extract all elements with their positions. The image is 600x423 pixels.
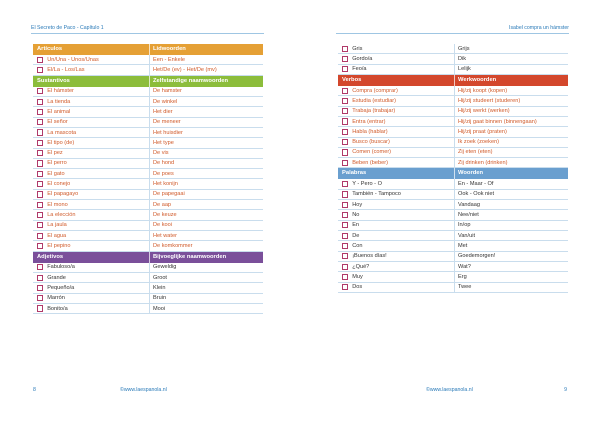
checkbox[interactable] <box>37 88 43 94</box>
spanish-cell <box>338 65 454 74</box>
spanish-cell <box>33 221 149 230</box>
spanish-cell <box>338 44 454 53</box>
section-header <box>33 44 263 55</box>
vocab-row <box>33 169 263 179</box>
dutch-translation: Hij/zij koopt (kopen) <box>454 86 568 95</box>
checkbox[interactable] <box>37 191 43 197</box>
spanish-word: Trabaja (trabajar) <box>352 108 396 115</box>
spanish-word: Con <box>352 242 363 249</box>
spanish-cell <box>338 117 454 126</box>
spanish-word: Bonito/a <box>47 305 68 312</box>
vocab-row <box>33 190 263 200</box>
spanish-word: Comen (comer) <box>352 149 392 156</box>
dutch-translation: Geweldig <box>149 263 263 272</box>
dutch-translation: Het dier <box>149 107 263 116</box>
vocab-row <box>33 304 263 314</box>
spanish-cell <box>338 190 454 199</box>
spanish-cell <box>33 210 149 219</box>
dutch-translation: Het type <box>149 138 263 147</box>
checkbox[interactable] <box>37 275 43 281</box>
checkbox[interactable] <box>342 139 348 145</box>
vocab-row <box>338 127 568 137</box>
spanish-cell <box>33 294 149 303</box>
vocab-row <box>33 200 263 210</box>
spanish-cell <box>338 158 454 167</box>
dutch-translation: Lelijk <box>454 65 568 74</box>
vocab-row <box>338 44 568 54</box>
dutch-translation: Goedemorgen! <box>454 252 568 261</box>
dutch-translation: Dik <box>454 54 568 63</box>
dutch-translation: Mooi <box>149 304 263 313</box>
section-header <box>338 75 568 86</box>
spanish-cell <box>338 127 454 136</box>
vocab-row <box>33 128 263 138</box>
checkbox[interactable] <box>37 212 43 218</box>
dutch-translation: Wat? <box>454 262 568 271</box>
checkbox[interactable] <box>37 109 43 115</box>
checkbox[interactable] <box>342 46 348 52</box>
running-head: El Secreto de Paco - Capítulo 1 <box>31 25 104 31</box>
spanish-cell <box>33 241 149 250</box>
spanish-cell <box>33 55 149 64</box>
checkbox[interactable] <box>342 253 348 259</box>
dutch-translation: De winkel <box>149 97 263 106</box>
spanish-cell <box>338 200 454 209</box>
spanish-word: Pequeño/a <box>47 284 75 291</box>
spanish-word: El/La - Los/Las <box>47 66 85 73</box>
checkbox[interactable] <box>37 150 43 156</box>
dutch-translation: Hij/zij praat (praten) <box>454 127 568 136</box>
spanish-word: El perro <box>47 160 67 167</box>
checkbox[interactable] <box>342 274 348 280</box>
vocab-row <box>33 118 263 128</box>
dutch-translation: Met <box>454 241 568 250</box>
spanish-cell <box>33 128 149 137</box>
section-header-spanish: Artículos <box>37 46 63 52</box>
spanish-word: Gordo/a <box>352 55 373 62</box>
spanish-word: Muy <box>352 273 363 280</box>
website-footer: © www.laespanola.nl <box>426 387 473 393</box>
website-footer: © www.laespanola.nl <box>120 387 167 393</box>
checkbox[interactable] <box>342 88 348 94</box>
spanish-cell <box>338 107 454 116</box>
vocab-row <box>338 210 568 220</box>
section-header-dutch: Bijvoeglijke naamwoorden <box>149 252 263 263</box>
page-number: 9 <box>564 387 567 393</box>
spanish-word: Busco (buscar) <box>352 139 390 146</box>
spanish-cell <box>338 96 454 105</box>
checkbox[interactable] <box>342 66 348 72</box>
dutch-translation: Klein <box>149 283 263 292</box>
spanish-word: Habla (hablar) <box>352 128 388 135</box>
page-number: 8 <box>33 387 36 393</box>
spanish-cell <box>338 252 454 261</box>
vocab-row <box>33 221 263 231</box>
checkbox[interactable] <box>342 202 348 208</box>
spanish-word: El pepino <box>47 242 71 249</box>
dutch-translation: Hij/zij studeert (studeren) <box>454 96 568 105</box>
vocab-row <box>338 54 568 64</box>
spanish-cell <box>33 304 149 313</box>
vocab-row <box>33 55 263 65</box>
spanish-word: No <box>352 212 360 219</box>
vocab-row <box>33 159 263 169</box>
dutch-translation: De keuze <box>149 210 263 219</box>
vocab-row <box>33 65 263 75</box>
vocab-row <box>33 179 263 189</box>
spanish-word: También - Tampoco <box>352 191 401 198</box>
spanish-word: El señor <box>47 119 68 126</box>
checkbox[interactable] <box>342 118 348 124</box>
spanish-cell <box>338 262 454 271</box>
vocab-table <box>33 44 263 314</box>
checkbox[interactable] <box>342 98 348 104</box>
spanish-word: Grande <box>47 274 66 281</box>
spanish-word: El papagayo <box>47 191 79 198</box>
dutch-translation: Ik zoek (zoeken) <box>454 138 568 147</box>
section-header-dutch: Zelfstandige naamwoorden <box>149 76 263 87</box>
spanish-word: El tipo (de) <box>47 139 75 146</box>
vocab-row <box>33 273 263 283</box>
vocab-row <box>33 138 263 148</box>
vocab-row <box>338 221 568 231</box>
dutch-translation: De vis <box>149 149 263 158</box>
checkbox[interactable] <box>37 129 43 135</box>
checkbox[interactable] <box>342 233 348 239</box>
spanish-word: La jaula <box>47 222 67 229</box>
section-header-spanish: Sustantivos <box>37 77 70 84</box>
spanish-cell <box>338 241 454 250</box>
checkbox[interactable] <box>37 243 43 249</box>
vocab-row <box>338 200 568 210</box>
spanish-word: Gris <box>352 45 363 52</box>
vocab-row <box>33 231 263 241</box>
spanish-word: El hámster <box>47 88 74 95</box>
dutch-translation: Een - Enkele <box>149 55 263 64</box>
checkbox[interactable] <box>37 171 43 177</box>
vocab-row <box>33 241 263 251</box>
spanish-cell <box>33 273 149 282</box>
spanish-word: Feo/a <box>352 66 367 73</box>
dutch-translation: Bruin <box>149 294 263 303</box>
vocab-row <box>33 210 263 220</box>
vocab-table <box>338 44 568 293</box>
checkbox[interactable] <box>37 295 43 301</box>
header-rule <box>31 33 264 34</box>
spanish-word: Un/Una - Unos/Unas <box>47 56 99 63</box>
dutch-translation: Het huisdier <box>149 128 263 137</box>
checkbox[interactable] <box>37 119 43 125</box>
spanish-cell <box>33 107 149 116</box>
spanish-cell <box>33 179 149 188</box>
vocab-row <box>338 283 568 293</box>
section-header-dutch: Woorden <box>454 168 568 179</box>
spanish-word: Y - Pero - O <box>352 181 382 188</box>
checkbox[interactable] <box>342 108 348 114</box>
dutch-translation: De komkommer <box>149 241 263 250</box>
section-header <box>33 76 263 87</box>
spanish-word: En <box>352 222 360 229</box>
spanish-cell <box>338 148 454 157</box>
vocab-row <box>33 294 263 304</box>
spanish-word: La mascota <box>47 129 77 136</box>
vocab-row <box>338 241 568 251</box>
vocab-row <box>33 149 263 159</box>
dutch-translation: Het water <box>149 231 263 240</box>
spanish-word: Beben (beber) <box>352 159 388 166</box>
spanish-cell <box>33 190 149 199</box>
vocab-row <box>338 65 568 75</box>
vocab-row <box>338 272 568 282</box>
dutch-translation: Het/De (ev) - Het/De (mv) <box>149 65 263 74</box>
spanish-cell <box>338 179 454 188</box>
header-rule <box>336 33 569 34</box>
checkbox[interactable] <box>342 129 348 135</box>
dutch-translation: Zij drinken (drinken) <box>454 158 568 167</box>
spanish-word: Hoy <box>352 201 363 208</box>
spanish-word: Estudia (estudiar) <box>352 97 397 104</box>
section-header-spanish: Adjetivos <box>37 253 64 260</box>
dutch-translation: Het konijn <box>149 179 263 188</box>
dutch-translation: De hamster <box>149 87 263 96</box>
section-header-spanish: Palabras <box>342 170 367 177</box>
spanish-cell <box>33 231 149 240</box>
checkbox[interactable] <box>37 233 43 239</box>
checkbox[interactable] <box>37 264 43 270</box>
vocab-row <box>338 179 568 189</box>
section-header <box>338 168 568 179</box>
spanish-cell <box>33 149 149 158</box>
checkbox[interactable] <box>342 222 348 228</box>
spanish-cell <box>338 221 454 230</box>
vocab-row <box>338 148 568 158</box>
checkbox[interactable] <box>342 264 348 270</box>
spanish-word: ¿Qué? <box>352 263 370 270</box>
section-header-dutch: Lidwoorden <box>149 44 263 55</box>
vocab-row <box>338 158 568 168</box>
spanish-cell <box>33 159 149 168</box>
spanish-word: El pez <box>47 150 63 157</box>
spanish-cell <box>338 272 454 281</box>
dutch-translation: Ook - Ook niet <box>454 190 568 199</box>
vocab-row <box>338 96 568 106</box>
checkbox[interactable] <box>37 202 43 208</box>
spanish-cell <box>33 118 149 127</box>
dutch-translation: Van/uit <box>454 231 568 240</box>
spanish-word: El mono <box>47 201 68 208</box>
spanish-cell <box>33 169 149 178</box>
dutch-translation: Erg <box>454 272 568 281</box>
spanish-cell <box>33 283 149 292</box>
vocab-row <box>338 231 568 241</box>
spanish-word: Entra (entrar) <box>352 118 386 125</box>
right-page <box>300 0 600 423</box>
dutch-translation: Groot <box>149 273 263 282</box>
checkbox[interactable] <box>37 57 43 63</box>
dutch-translation: Hij/zij gaat binnen (binnengaan) <box>454 117 568 126</box>
section-header <box>33 252 263 263</box>
spanish-word: El conejo <box>47 181 71 188</box>
dutch-translation: Hij/zij werkt (werken) <box>454 107 568 116</box>
checkbox[interactable] <box>342 191 348 197</box>
vocab-row <box>338 190 568 200</box>
spanish-word: Dos <box>352 284 363 291</box>
spanish-cell <box>33 138 149 147</box>
vocab-row <box>33 283 263 293</box>
spanish-word: El agua <box>47 232 67 239</box>
spanish-cell <box>338 210 454 219</box>
checkbox[interactable] <box>342 212 348 218</box>
dutch-translation: In/op <box>454 221 568 230</box>
spanish-cell <box>338 283 454 292</box>
spanish-word: El animal <box>47 108 71 115</box>
checkbox[interactable] <box>342 243 348 249</box>
checkbox[interactable] <box>342 149 348 155</box>
spanish-word: La elección <box>47 212 76 219</box>
dutch-translation: Grijs <box>454 44 568 53</box>
checkbox[interactable] <box>37 222 43 228</box>
spanish-cell <box>338 138 454 147</box>
spanish-word: El gato <box>47 170 65 177</box>
dutch-translation: De poes <box>149 169 263 178</box>
checkbox[interactable] <box>37 285 43 291</box>
vocab-row <box>338 262 568 272</box>
spanish-word: Marrón <box>47 295 65 302</box>
spanish-word: La tienda <box>47 98 71 105</box>
dutch-translation: De aap <box>149 200 263 209</box>
checkbox[interactable] <box>37 67 43 73</box>
dutch-translation: Vandaag <box>454 200 568 209</box>
dutch-translation: De meneer <box>149 118 263 127</box>
checkbox[interactable] <box>342 284 348 290</box>
vocab-row <box>338 252 568 262</box>
vocab-row <box>338 86 568 96</box>
dutch-translation: En - Maar - Of <box>454 179 568 188</box>
checkbox[interactable] <box>37 160 43 166</box>
spanish-cell <box>33 65 149 74</box>
checkbox[interactable] <box>37 305 43 311</box>
vocab-row <box>338 107 568 117</box>
spanish-cell <box>33 87 149 96</box>
vocab-row <box>338 138 568 148</box>
vocab-row <box>33 107 263 117</box>
vocab-row <box>33 97 263 107</box>
vocab-row <box>338 117 568 127</box>
spanish-word: Fabuloso/a <box>47 264 75 271</box>
spanish-word: ¡Buenos días! <box>352 253 387 260</box>
dutch-translation: De papegaai <box>149 190 263 199</box>
section-header-spanish: Verbos <box>342 76 362 83</box>
spanish-cell <box>33 263 149 272</box>
vocab-row <box>33 87 263 97</box>
spanish-cell <box>338 54 454 63</box>
running-head: Isabel compra un hámster <box>509 25 569 31</box>
spanish-cell <box>338 86 454 95</box>
dutch-translation: De hond <box>149 159 263 168</box>
dutch-translation: Twee <box>454 283 568 292</box>
checkbox[interactable] <box>37 140 43 146</box>
checkbox[interactable] <box>342 56 348 62</box>
checkbox[interactable] <box>37 181 43 187</box>
dutch-translation: Zij eten (eten) <box>454 148 568 157</box>
checkbox[interactable] <box>342 160 348 166</box>
vocab-row <box>33 263 263 273</box>
dutch-translation: De kooi <box>149 221 263 230</box>
checkbox[interactable] <box>37 99 43 105</box>
spanish-cell <box>338 231 454 240</box>
spanish-cell <box>33 200 149 209</box>
dutch-translation: Nee/niet <box>454 210 568 219</box>
spanish-word: De <box>352 232 360 239</box>
section-header-dutch: Werkwoorden <box>454 75 568 86</box>
spanish-cell <box>33 97 149 106</box>
spanish-word: Compra (comprar) <box>352 87 398 94</box>
checkbox[interactable] <box>342 181 348 187</box>
